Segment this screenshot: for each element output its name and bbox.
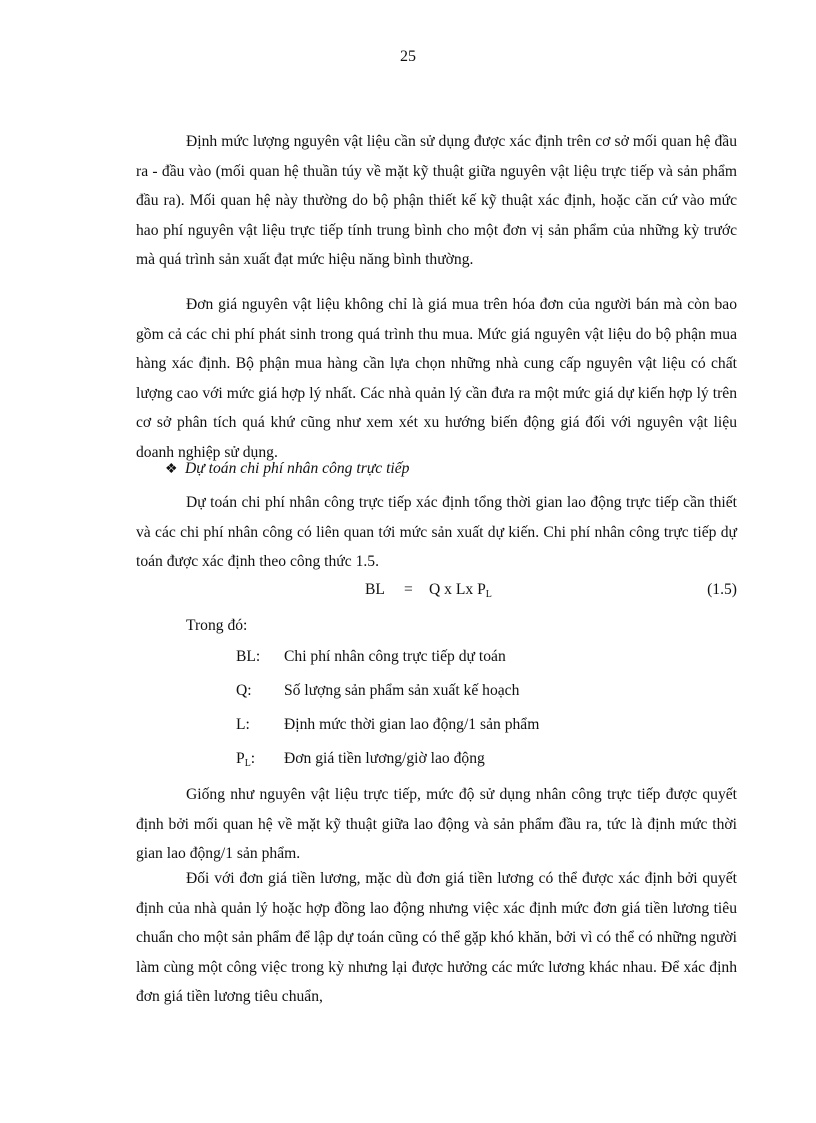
section-heading-text: Dự toán chi phí nhân công trực tiếp [185,460,410,477]
section-heading [165,458,409,481]
variable-description: Định mức thời gian lao động/1 sản phẩm [284,716,540,733]
variable-symbol: $P_L$: [236,750,256,769]
variable-description: Số lượng sản phẩm sản xuất kế hoạch [284,682,520,699]
variable-item [236,680,539,714]
formula-rhs-main: Q x Lx P [429,581,486,598]
variable-item [236,748,539,782]
variable-description: Đơn giá tiền lương/giờ lao động [284,750,485,767]
variable-definitions [236,646,539,782]
formula-rhs [429,579,492,601]
paragraph-material-unit-price: Đơn giá nguyên vật liệu không chỉ là giá mua trên hóa đơn của người bán mà còn bao gồm cả các chi phí phát sinh trong quá trình thu mua. Mức giá nguyên vật liệu do bộ phận mua hàng xác định. Bộ phận mua hàng cần lựa chọn những nhà cung cấp nguyên vật liệu có chất lượng cao với mức giá hợp lý nhất. Các nhà quản lý cần đưa ra một mức giá dự kiến hợp lý trên cơ sở phân tích quá khứ cũng như xem xét xu hướng biến động giá đối với nguyên vật liệu doanh nghiệp sử dụng. [136,296,737,461]
page-number: 25 [400,48,416,65]
paragraph-wage-rate: Đối với đơn giá tiền lương, mặc dù đơn giá tiền lương có thể được xác định bởi quyết định của nhà quản lý hoặc hợp đồng lao động nhưng việc xác định mức đơn giá tiền lương tiêu chuẩn cho một sản phẩm để lập dự toán cũng có thể gặp khó khăn, bởi vì có thể có những người làm cùng một công việc trong kỳ nhưng lại được hưởng các mức lương khác nhau. Để xác định đơn giá tiền lương tiêu chuẩn, [136,870,737,1005]
paragraph-labor-usage-norm: Giống như nguyên vật liệu trực tiếp, mức độ sử dụng nhân công trực tiếp được quyết định bởi mối quan hệ về mặt kỹ thuật giữa lao động và sản phẩm đầu ra, tức là định mức thời gian lao động/1 sản phẩm. [136,786,737,862]
where-label: Trong đó: [186,617,248,634]
formula-equals: = [404,581,413,598]
formula-1-5 [136,579,737,601]
variable-symbol: L: [236,716,250,733]
variable-symbol: Q: [236,682,252,699]
paragraph-material-quantity-norm: Định mức lượng nguyên vật liệu cần sử dụng được xác định trên cơ sở mối quan hệ đầu ra - đầu vào (mối quan hệ thuần túy về mặt kỹ thuật giữa nguyên vật liệu trực tiếp và sản phẩm đầu ra). Mối quan hệ này thường do bộ phận thiết kế kỹ thuật xác định, hoặc căn cứ vào mức hao phí nguyên vật liệu trực tiếp tính trung bình cho một đơn vị sản phẩm của những kỳ trước mà quá trình sản xuất đạt mức hiệu năng bình thường. [136,133,737,268]
formula-lhs: BL [365,581,385,598]
variable-symbol: BL: [236,648,261,665]
diamond-bullet-icon: ❖ [165,462,178,477]
formula-rhs-subscript: L [485,589,492,600]
paragraph-labor-budget-intro: Dự toán chi phí nhân công trực tiếp xác định tổng thời gian lao động trực tiếp cần thiết và các chi phí nhân công có liên quan tới mức sản xuất dự kiến. Chi phí nhân công trực tiếp dự toán được xác định theo công thức 1.5. [136,494,737,570]
variable-item [236,646,539,680]
variable-item [236,714,539,748]
variable-description: Chi phí nhân công trực tiếp dự toán [284,648,506,665]
formula-number: (1.5) [707,581,737,598]
